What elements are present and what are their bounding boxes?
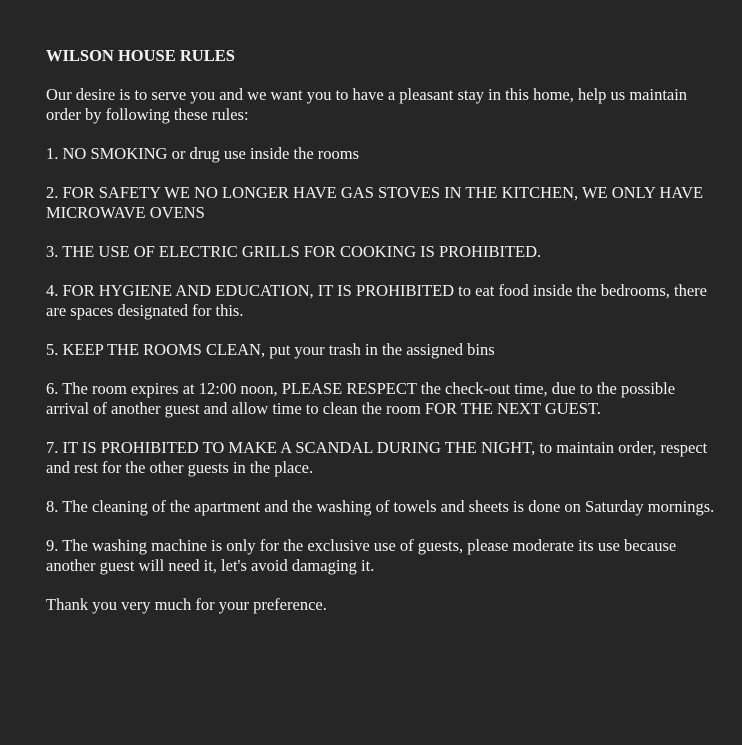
rule-item-6: 6. The room expires at 12:00 noon, PLEASE RESPECT the check-out time, due to the possible arrival of another guest and allow time to clean the room FOR THE NEXT GUEST. bbox=[46, 379, 676, 418]
rule-item-3: 3. THE USE OF ELECTRIC GRILLS FOR COOKING IS PROHIBITED. bbox=[46, 242, 542, 261]
rule-item-1: 1. NO SMOKING or drug use inside the rooms bbox=[46, 144, 360, 163]
rule-item-7: 7. IT IS PROHIBITED TO MAKE A SCANDAL DURING THE NIGHT, to maintain order, respect and rest for the other guests in the place. bbox=[46, 438, 708, 477]
rule-item-8: 8. The cleaning of the apartment and the washing of towels and sheets is done on Saturday mornings. bbox=[46, 497, 715, 516]
rule-item-4: 4. FOR HYGIENE AND EDUCATION, IT IS PROHIBITED to eat food inside the bedrooms, there are spaces designated for this. bbox=[46, 281, 707, 320]
rule-item-9: 9. The washing machine is only for the exclusive use of guests, please moderate its use because another guest will need it, let's avoid damaging it. bbox=[46, 536, 677, 575]
closing-line: Thank you very much for your preference. bbox=[46, 595, 327, 614]
rules-list bbox=[46, 144, 716, 576]
rule-item-2: 2. FOR SAFETY WE NO LONGER HAVE GAS STOVES IN THE KITCHEN, WE ONLY HAVE MICROWAVE OVENS bbox=[46, 183, 704, 222]
rule-item-5: 5. KEEP THE ROOMS CLEAN, put your trash in the assigned bins bbox=[46, 340, 495, 359]
document-title: WILSON HOUSE RULES bbox=[46, 46, 235, 65]
house-rules-document bbox=[46, 46, 716, 615]
intro-paragraph: Our desire is to serve you and we want you to have a pleasant stay in this home, help us maintain order by following these rules: bbox=[46, 85, 688, 124]
